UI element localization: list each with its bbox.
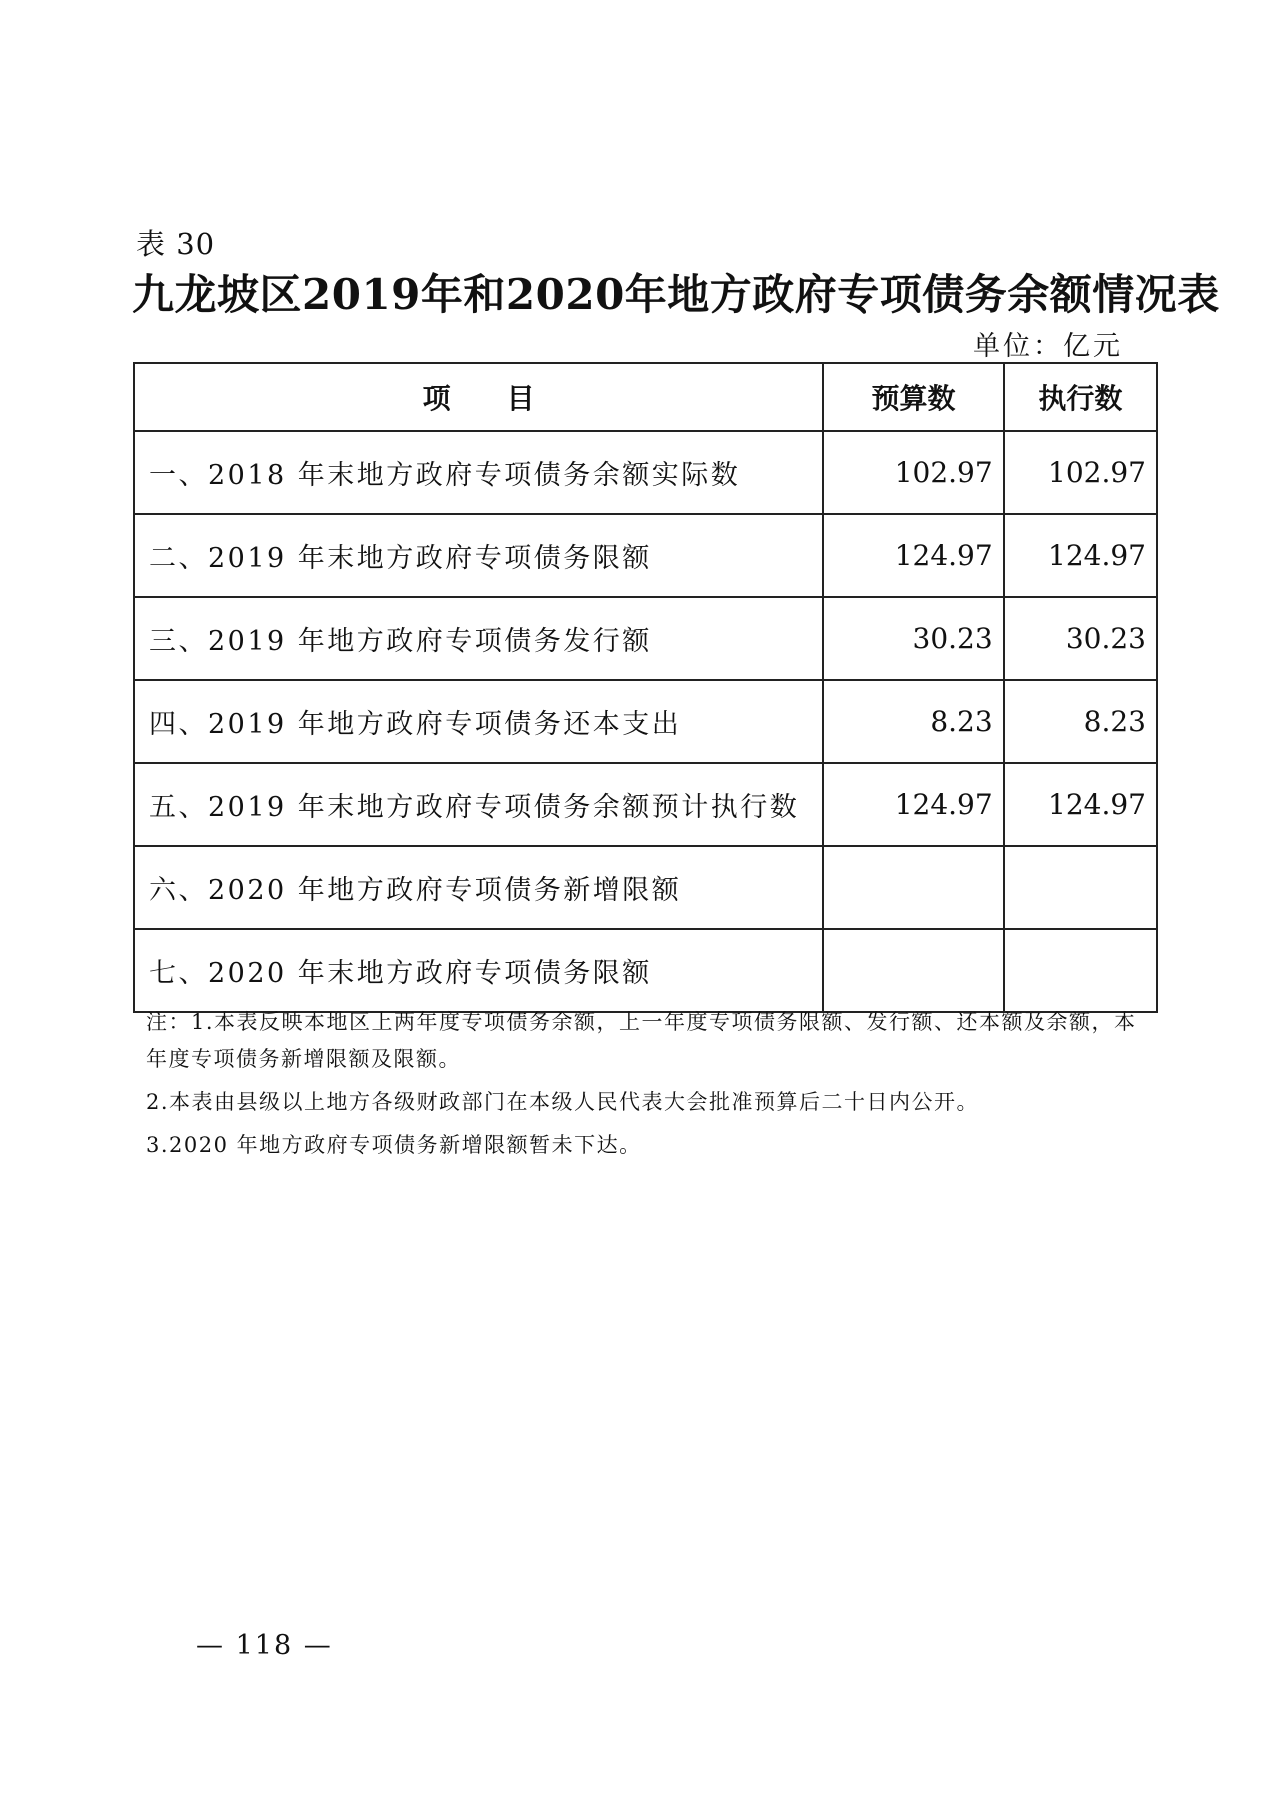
row-exec: 124.97 [1004, 514, 1157, 597]
header-item: 项目 [134, 363, 823, 431]
note-1: 注：1.本表反映本地区上两年度专项债务余额，上一年度专项债务限额、发行额、还本额及余额，本年度专项债务新增限额及限额。 [146, 1010, 1137, 1071]
row-budget: 30.23 [823, 597, 1003, 680]
row-item: 五、2019 年末地方政府专项债务余额预计执行数 [134, 763, 823, 846]
row-exec: 102.97 [1004, 431, 1157, 514]
table-row [134, 431, 1157, 514]
table-row [134, 680, 1157, 763]
row-exec [1004, 846, 1157, 929]
row-budget: 124.97 [823, 763, 1003, 846]
notes-block [146, 1004, 1146, 1164]
table-header-row [134, 363, 1157, 431]
page-number: — 118 — [196, 1630, 333, 1661]
table-row [134, 929, 1157, 1012]
row-exec: 8.23 [1004, 680, 1157, 763]
table-row [134, 514, 1157, 597]
row-budget: 102.97 [823, 431, 1003, 514]
debt-table [133, 362, 1158, 1013]
table-row [134, 846, 1157, 929]
header-budget: 预算数 [823, 363, 1003, 431]
row-budget [823, 846, 1003, 929]
row-item: 三、2019 年地方政府专项债务发行额 [134, 597, 823, 680]
unit-label: 单位：亿元 [973, 331, 1123, 362]
row-item: 六、2020 年地方政府专项债务新增限额 [134, 846, 823, 929]
row-item: 七、2020 年末地方政府专项债务限额 [134, 929, 823, 1012]
row-budget: 8.23 [823, 680, 1003, 763]
row-exec [1004, 929, 1157, 1012]
table-row [134, 597, 1157, 680]
row-exec: 30.23 [1004, 597, 1157, 680]
note-2: 2.本表由县级以上地方各级财政部门在本级人民代表大会批准预算后二十日内公开。 [146, 1090, 980, 1114]
document-title: 九龙坡区2019年和2020年地方政府专项债务余额情况表 [132, 270, 1220, 319]
row-budget: 124.97 [823, 514, 1003, 597]
row-item: 二、2019 年末地方政府专项债务限额 [134, 514, 823, 597]
table-number: 表 30 [136, 227, 216, 261]
row-budget [823, 929, 1003, 1012]
header-exec: 执行数 [1004, 363, 1157, 431]
note-3: 3.2020 年地方政府专项债务新增限额暂未下达。 [146, 1133, 642, 1157]
row-item: 四、2019 年地方政府专项债务还本支出 [134, 680, 823, 763]
row-exec: 124.97 [1004, 763, 1157, 846]
row-item: 一、2018 年末地方政府专项债务余额实际数 [134, 431, 823, 514]
table-row [134, 763, 1157, 846]
